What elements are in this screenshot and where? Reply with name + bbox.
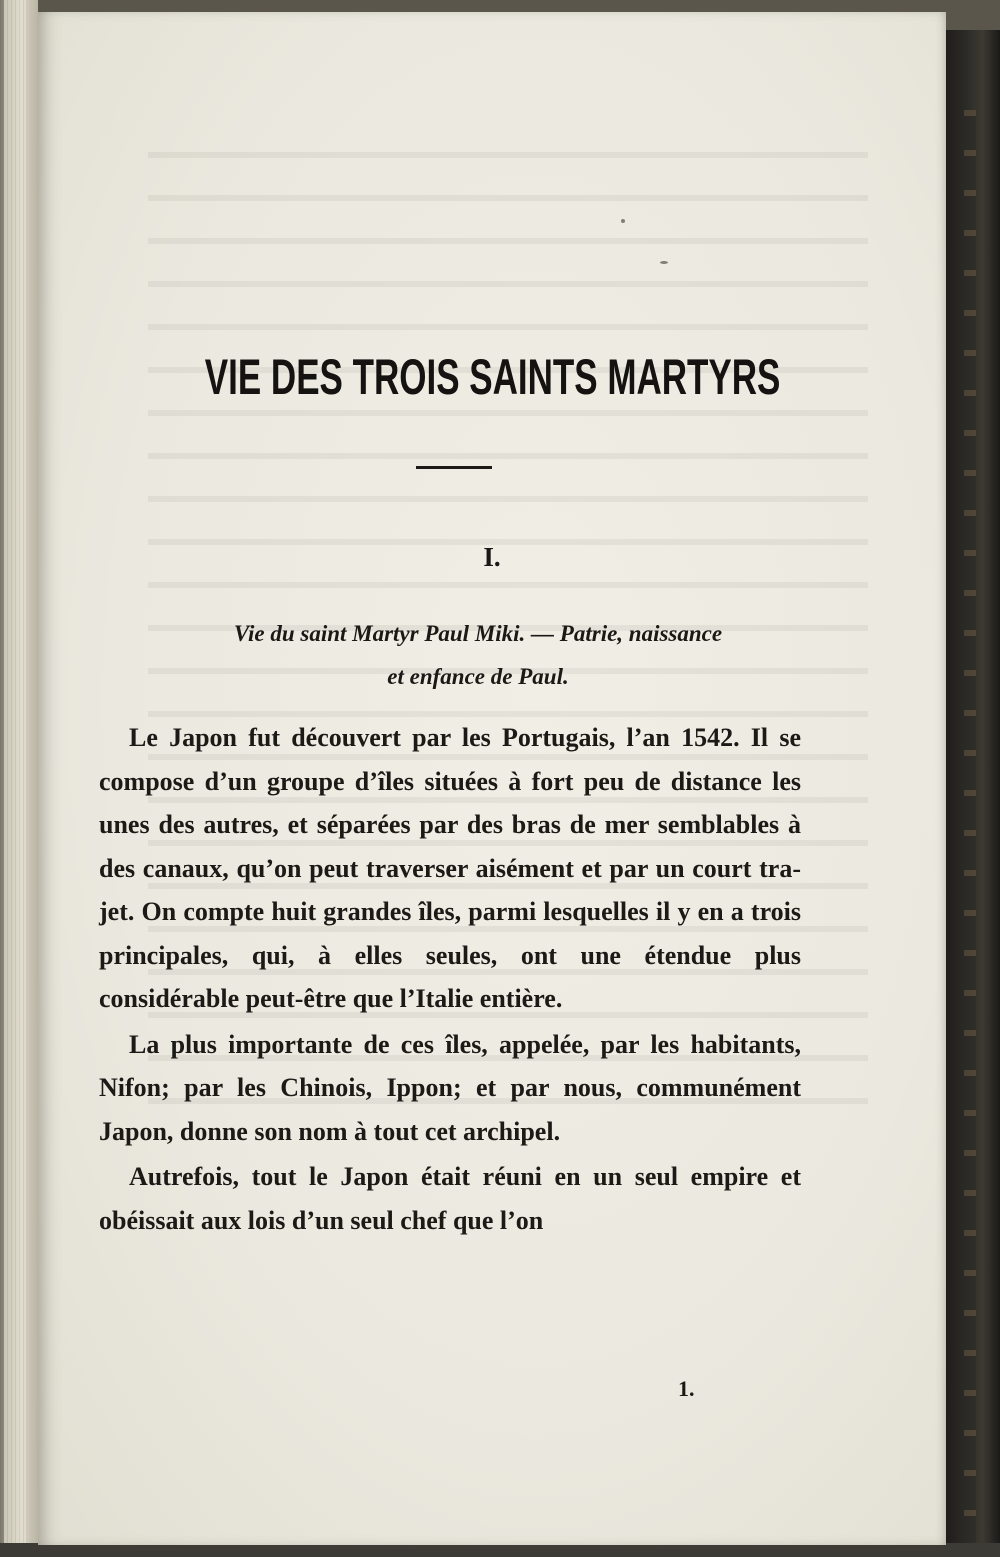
paragraph-3: Autrefois, tout le Japon était réuni en un seul empire et obéissait aux lois d’un seul chef que l’on — [99, 1162, 801, 1235]
paragraph-2: La plus importante de ces îles, appelée, par les habitants, Nifon; par les Chinois, Ippon; et par nous, communément Japon, donne son nom à tout cet archipel. — [99, 1029, 801, 1146]
book-cover-edge — [942, 30, 1000, 1557]
paper-speck — [660, 261, 668, 264]
section-subtitle — [118, 612, 838, 698]
section-number: I. — [483, 542, 501, 572]
subtitle-line-1: Vie du saint Martyr Paul Miki. — Patrie, naissance — [233, 621, 723, 646]
body-text — [99, 716, 801, 1242]
subtitle-line-2: et enfance de Paul. — [387, 664, 569, 689]
paragraph-1: Le Japon fut découvert par les Portugais, l’an 1542. Il se compose d’un groupe d’îles situées à fort peu de distance les unes des autres, et séparées par des bras de mer semblables à des canaux, qu’on peut traverser aisément et par un court tra-jet. On compte huit grandes îles, parmi lesquelles il y en a trois principales, qui, à elles seules, ont une étendue plus considérable peut-être que l’Italie entière. — [99, 723, 801, 1013]
title-rule — [416, 466, 492, 469]
page-title: VIE DES TROIS SAINTS MARTYRS — [204, 349, 781, 405]
book-page — [38, 12, 946, 1545]
page-stack-edge — [4, 0, 26, 1557]
book-gutter-left — [0, 0, 38, 1557]
paper-speck — [621, 219, 625, 223]
bottom-edge — [0, 1543, 1000, 1557]
signature-mark: 1. — [678, 1376, 695, 1401]
cover-wear — [964, 110, 976, 1550]
